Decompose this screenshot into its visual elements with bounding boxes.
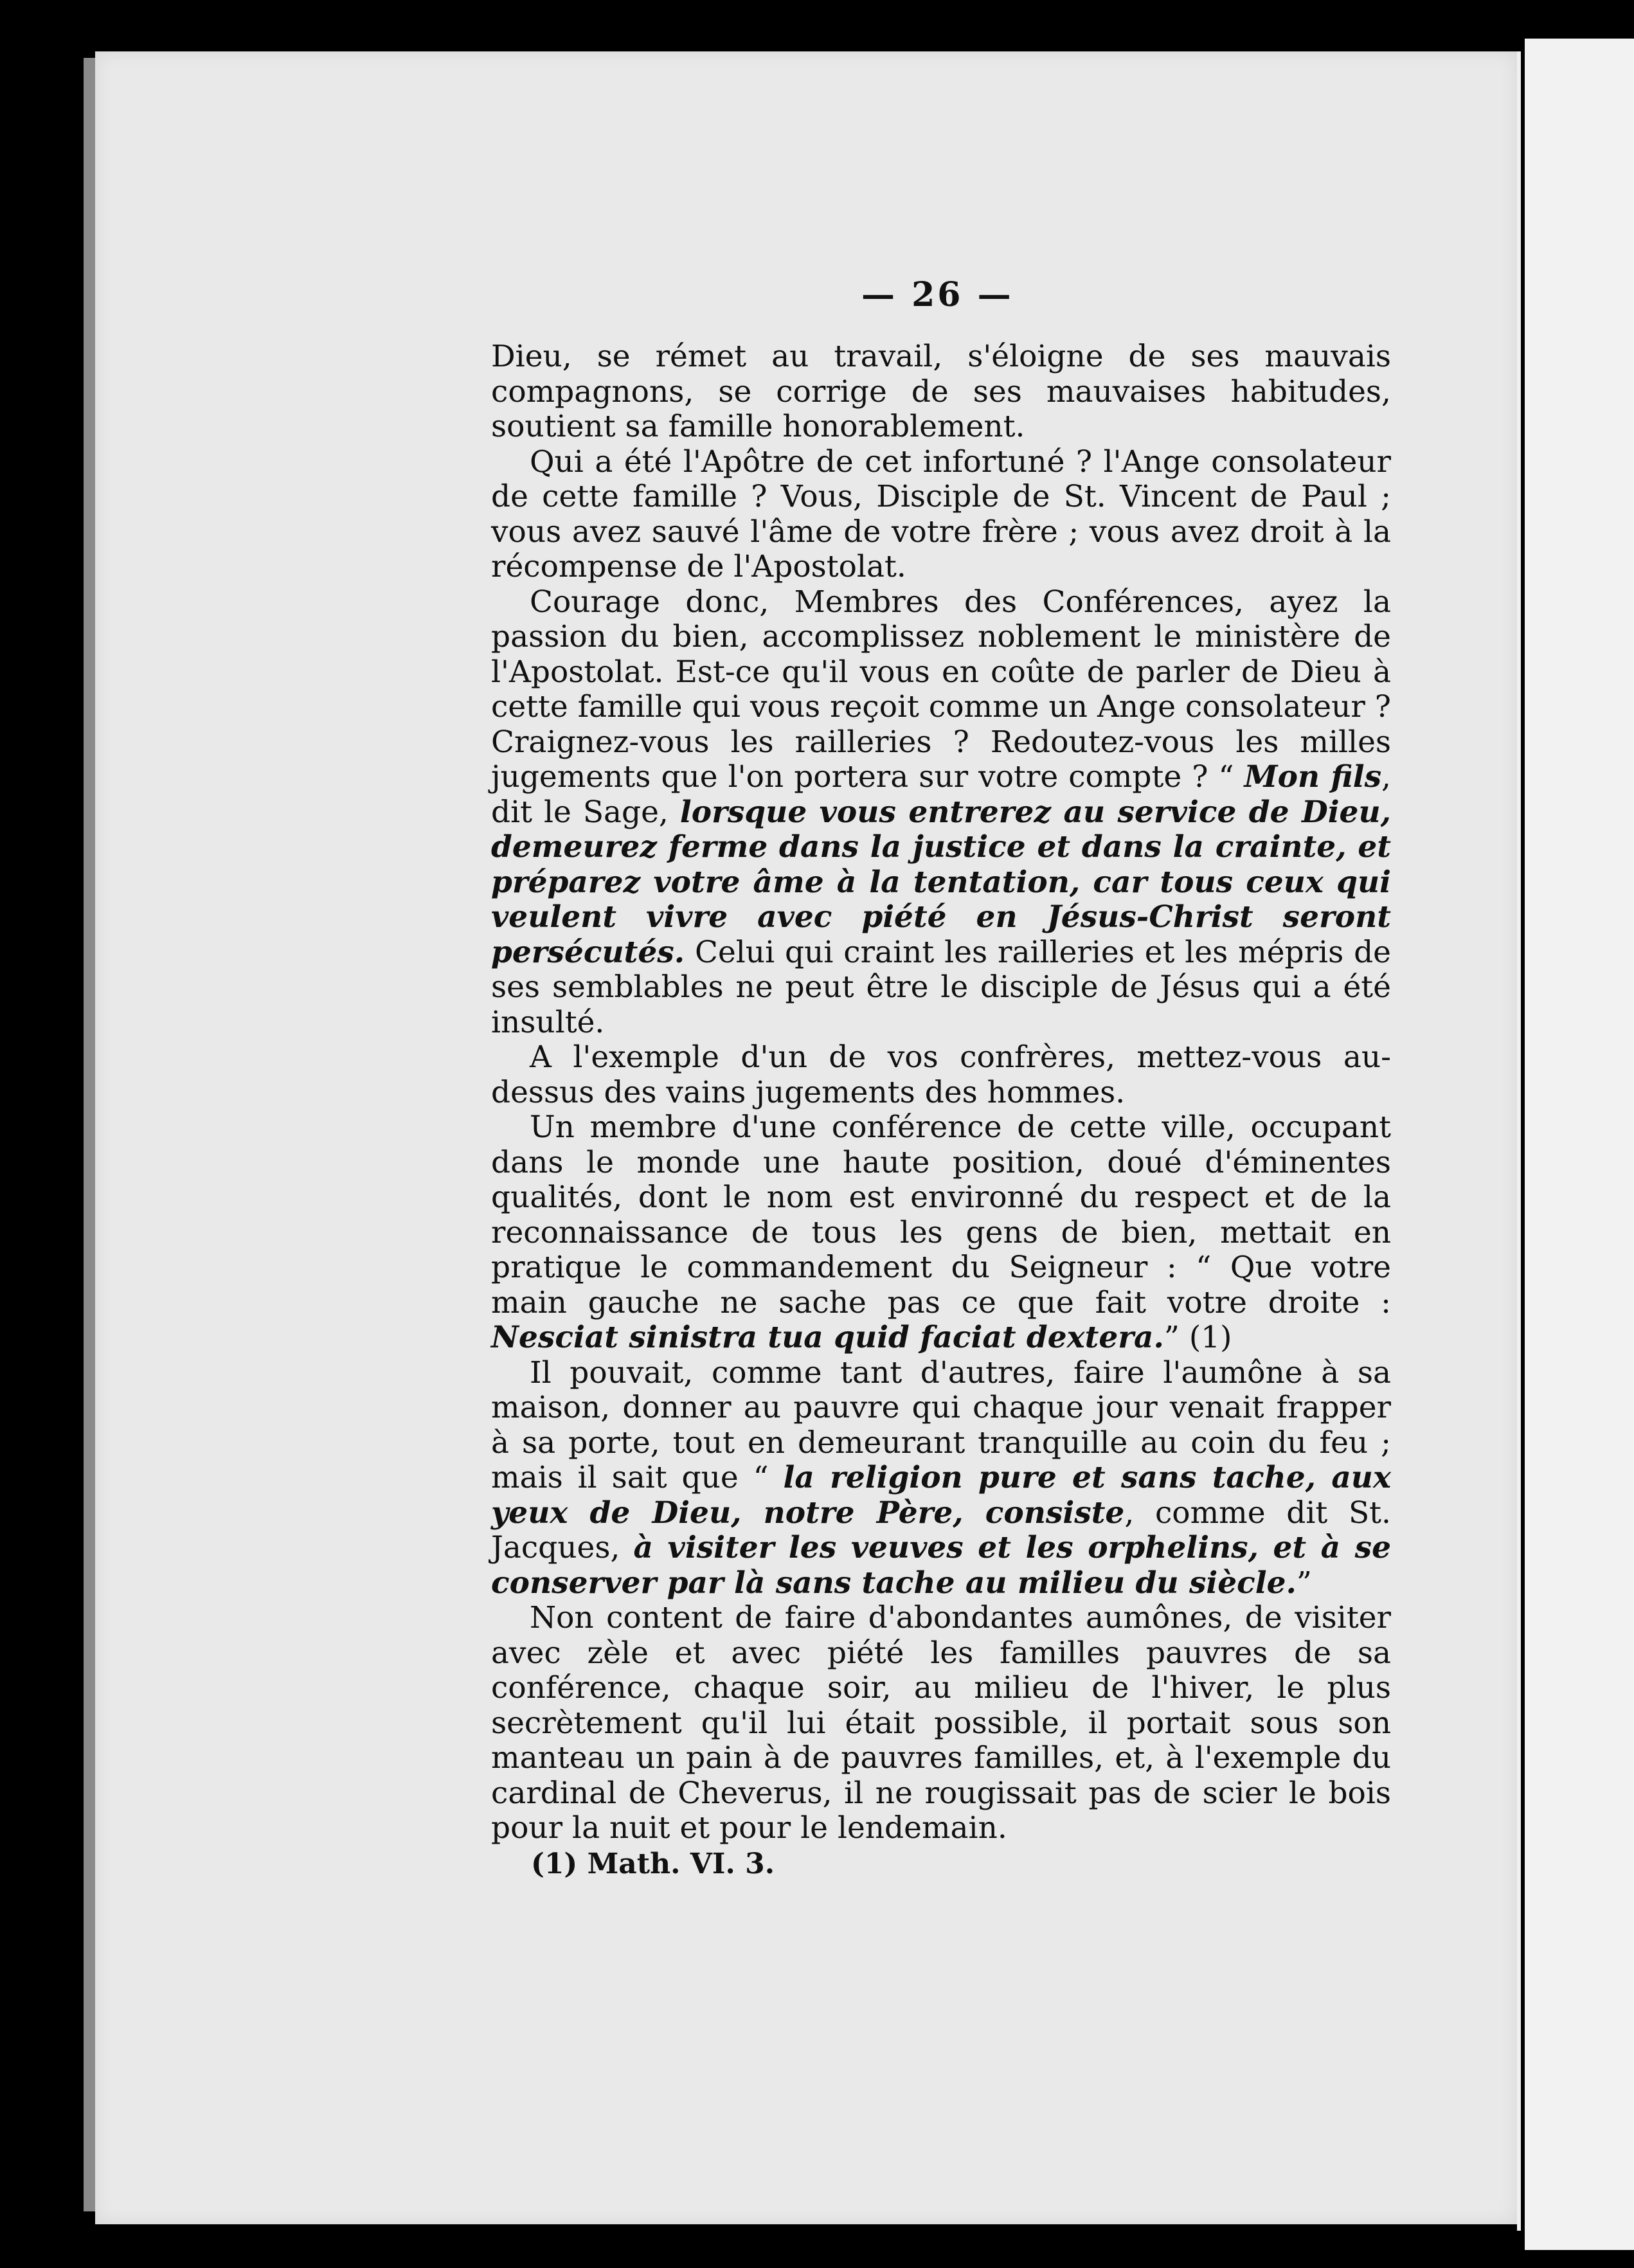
italic-quote: lorsque vous entrerez au service de Dieu, demeurez ferme dans la justice et dans la crainte, et préparez votre âme à la tentation, car tous ceux qui veulent vivre avec piété en Jésus-Christ seront persécutés.: [491, 794, 1391, 970]
text-span: ” (1): [1163, 1320, 1232, 1355]
text-span: Dieu, se rémet au travail, s'éloigne de ses mauvais compagnons, se corrige de ses mauvaises habitudes, soutient sa famille honorablement.: [491, 339, 1391, 444]
paragraph: [491, 1601, 1391, 1846]
paragraph: [491, 445, 1391, 585]
text-span: Il pouvait, comme tant d'autres, faire l'aumône à sa maison, donner au pauvre qui chaque jour venait frapper à sa porte, tout en demeurant tranquille au coin du feu ; mais il sait que “: [491, 1354, 1391, 1495]
paragraph: [491, 1110, 1391, 1356]
page-number: — 26 —: [861, 275, 1014, 314]
paragraph: [491, 339, 1391, 445]
italic-quote: à visiter les veuves et les orphelins, et à se conserver par là sans tache au milieu du siècle.: [491, 1530, 1392, 1601]
body-text: [491, 339, 1391, 1846]
text-span: ”: [1296, 1565, 1312, 1601]
italic-quote: Mon fils: [1244, 759, 1382, 795]
page-edge-right: [1517, 51, 1521, 2231]
italic-quote: la religion pure et sans tache, aux yeux de Dieu, notre Père, consiste: [491, 1460, 1391, 1531]
paragraph: [491, 1040, 1391, 1110]
text-span: Qui a été l'Apôtre de cet infortuné ? l'Ange consolateur de cette famille ? Vous, Disciple de St. Vincent de Paul ; vous avez sauvé l'âme de votre frère ; vous avez droit à la récompense de l'Apostolat.: [491, 444, 1391, 584]
footnote: (1) Math. VI. 3.: [531, 1848, 775, 1880]
text-span: Celui qui craint les railleries et les mépris de ses semblables ne peut être le disciple de Jésus qui a été insulté.: [491, 934, 1391, 1040]
paragraph: [491, 1356, 1391, 1601]
adjacent-page-strip: [1525, 39, 1634, 2250]
text-span: , comme dit St. Jacques,: [491, 1495, 1392, 1565]
text-span: , dit le Sage,: [491, 759, 1391, 830]
text-span: Un membre d'une conférence de cette ville, occupant dans le monde une haute position, doué d'éminentes qualités, dont le nom est environné du respect et de la reconnaissance de tous les gens de bien, mettait en pratique le commandement du Seigneur : “ Que votre main gauche ne sache pas ce que fait votre droite :: [491, 1110, 1391, 1320]
text-span: A l'exemple d'un de vos confrères, mettez-vous au-dessus des vains jugements des hommes.: [491, 1040, 1391, 1110]
italic-quote: Nesciat sinistra tua quid faciat dextera.: [491, 1320, 1164, 1355]
text-span: Courage donc, Membres des Conférences, ayez la passion du bien, accomplissez noblement le ministère de l'Apostolat. Est-ce qu'il vous en coûte de parler de Dieu à cette famille qui vous reçoit comme un Ange consolateur ? Craignez-vous les railleries ? Redoutez-vous les milles jugements que l'on portera sur votre compte ? “: [491, 584, 1391, 795]
paragraph: [491, 585, 1391, 1041]
text-span: Non content de faire d'abondantes aumônes, de visiter avec zèle et avec piété les familles pauvres de sa conférence, chaque soir, au milieu de l'hiver, le plus secrètement qu'il lui était possible, il portait sous son manteau un pain à de pauvres familles, et, à l'exemple du cardinal de Cheverus, il ne rougissait pas de scier le bois pour la nuit et pour le lendemain.: [491, 1600, 1391, 1846]
